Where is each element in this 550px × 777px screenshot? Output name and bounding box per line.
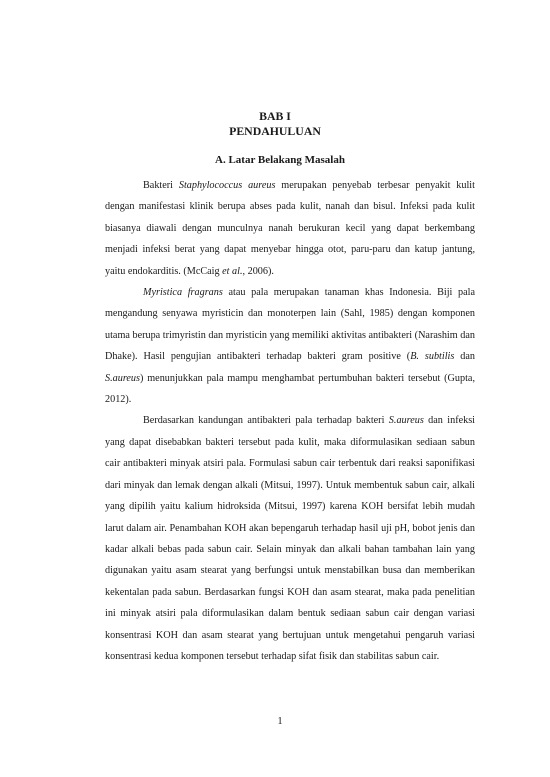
body-text <box>105 175 475 667</box>
italic-text: Staphylococcus aureus <box>178 180 276 191</box>
text-run: ) menunjukkan pala mampu menghambat pertumbuhan bakteri tersebut (Gupta, 2012). <box>105 372 475 406</box>
italic-text: et al. <box>222 265 243 277</box>
italic-text: S.aureus <box>105 372 140 384</box>
text-run: merupakan penyebab terbesar penyakit kulit dengan manifestasi klinik berupa abses pada kulit, nanah dan bisul. Infeksi pada kulit biasanya diawali dengan munculnya nanah berukuran kecil yang dapat berkembang menjadi infeksi berat yang dapat menyebar hingga otot, paru-paru dan katup jantung, yaitu endokarditis. (McCaig <box>105 180 475 277</box>
paragraph <box>105 282 475 410</box>
text-run: Bakteri <box>143 180 179 191</box>
italic-text: B. subtilis <box>410 351 455 363</box>
text-run: Berdasarkan kandungan antibakteri pala terhadap bakteri <box>143 415 389 427</box>
section-heading: A. Latar Belakang Masalah <box>215 154 345 166</box>
chapter-number: BAB I <box>259 109 291 123</box>
page-number: 1 <box>277 716 283 727</box>
paragraph <box>105 175 475 282</box>
paragraph <box>105 410 475 667</box>
text-run: dan infeksi yang dapat disebabkan bakteri tersebut pada kulit, maka diformulasikan sediaan sabun cair antibakteri minyak atsiri pala. Formulasi sabun cair terbentuk dari reaksi saponifikasi dari minyak dan lemak dengan alkali (Mitsui, 1997). Untuk membentuk sabun cair, alkali yang dipilih yaitu kalium hidroksida (Mitsui, 1997) karena KOH bersifat lebih mudah larut dalam air. Penambahan KOH akan bepengaruh terhadap hasil uji pH, bobot jenis dan kadar alkali bebas pada sabun cair. Selain minyak dan alkali bahan tambahan lain yang digunakan yaitu asam stearat yang berfungsi untuk menstabilkan busa dan memberikan kekentalan pada sabun. Berdasarkan fungsi KOH dan asam stearat, maka pada penelitian ini minyak atsiri pala diformulasikan dalam bentuk sediaan sabun cair dengan variasi konsentrasi KOH dan asam stearat yang bertujuan untuk mengetahui pengaruh variasi konsentrasi kedua komponen tersebut terhadap sifat fisik dan stabilitas sabun cair. <box>105 415 475 662</box>
italic-text: Myristica fragrans <box>143 287 223 299</box>
text-run: atau pala merupakan tanaman khas Indonesia. Biji pala mengandung senyawa myristicin dan monoterpen lain (Sahl, 1985) dengan komponen utama berupa trimyristin dan myristicin yang memiliki aktivitas antibakteri (Narashim dan Dhake). Hasil pengujian antibakteri terhadap bakteri gram positive ( <box>105 287 475 363</box>
italic-text: S.aureus <box>388 415 424 427</box>
chapter-title: PENDAHULUAN <box>229 124 321 138</box>
text-run: , 2006). <box>242 265 274 277</box>
text-run: dan <box>454 351 476 363</box>
